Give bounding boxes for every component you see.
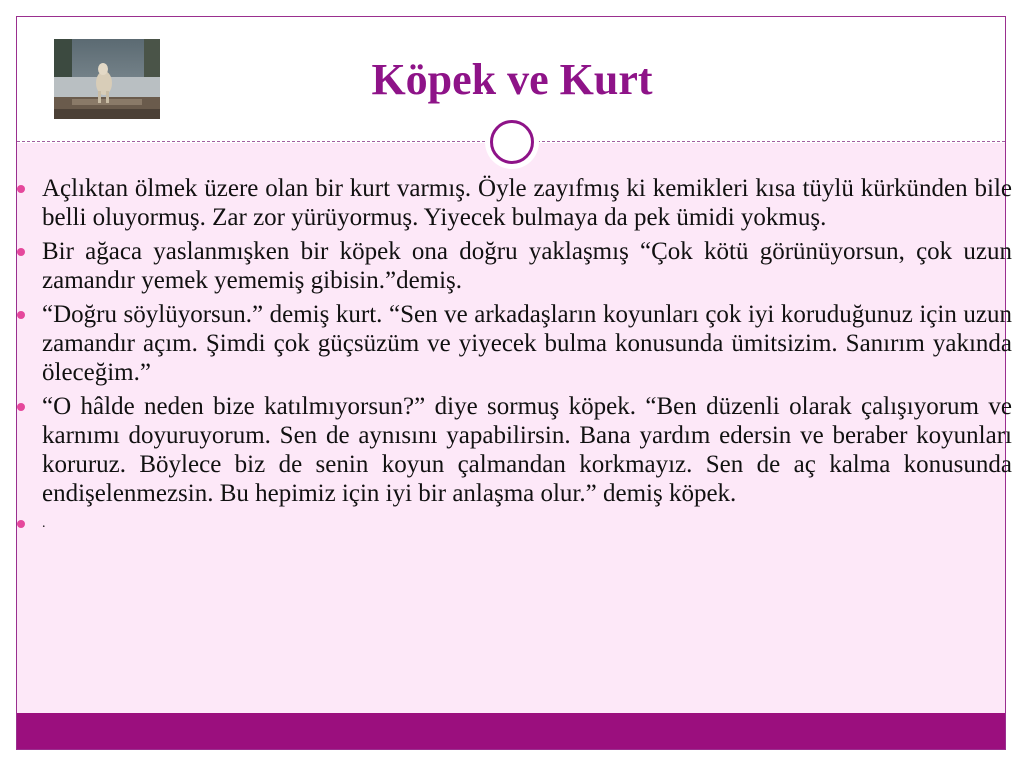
bullet-item (17, 174, 1012, 232)
circle-ornament-icon (490, 120, 534, 164)
bullet-text: “Doğru söylüyorsun.” demiş kurt. “Sen ve arkadaşların koyunları çok iyi koruduğunuz için uzun zamandır açım. Şimdi çok güçsüzüm ve yiyecek bulma konusunda ümitsizim. Sanırım yakında öleceğim.” (42, 301, 1012, 386)
bullet-text: “O hâlde neden bize katılmıyorsun?” diye sormuş köpek. “Ben düzenli olarak çalışıyorum ve karnımı doyuruyorum. Sen de aynısını yapabilirsin. Bana yardım edersin ve beraber koyunları koruruz. Böylece biz de senin koyun çalmandan korkmayız. Sen de aç kalma konusunda endişelenmezsin. Bu hepimiz için iyi bir anlaşma olur.” demiş köpek. (42, 393, 1012, 507)
dog-in-snow-photo-icon (54, 39, 160, 119)
bottom-bar (17, 713, 1005, 749)
bullet-dot-icon (17, 248, 25, 256)
bullet-dot-icon (17, 403, 25, 411)
bullet-dot-icon (17, 311, 25, 319)
bullet-text: Açlıktan ölmek üzere olan bir kurt varmış. Öyle zayıfmış ki kemikleri kısa tüylü kürkünden bile belli oluyormuş. Zar zor yürüyormuş. Yiyecek bulmaya da pek ümidi yokmuş. (42, 175, 1012, 231)
bullet-item (17, 237, 1012, 295)
bullet-text: Bir ağaca yaslanmışken bir köpek ona doğru yaklaşmış “Çok kötü görünüyorsun, çok uzun zamandır yemek yememiş gibisin.”demiş. (42, 238, 1012, 294)
page-title: Köpek ve Kurt (371, 55, 653, 104)
bullet-text: . (42, 516, 46, 531)
dog-photo (54, 39, 160, 119)
bullet-dot-icon (17, 520, 25, 528)
bullet-item (17, 392, 1012, 508)
circle-ornament (485, 115, 539, 169)
bullet-dot-icon (17, 185, 25, 193)
bullet-item (17, 300, 1012, 387)
bullet-list (17, 174, 1012, 540)
bullet-item (17, 513, 1012, 535)
